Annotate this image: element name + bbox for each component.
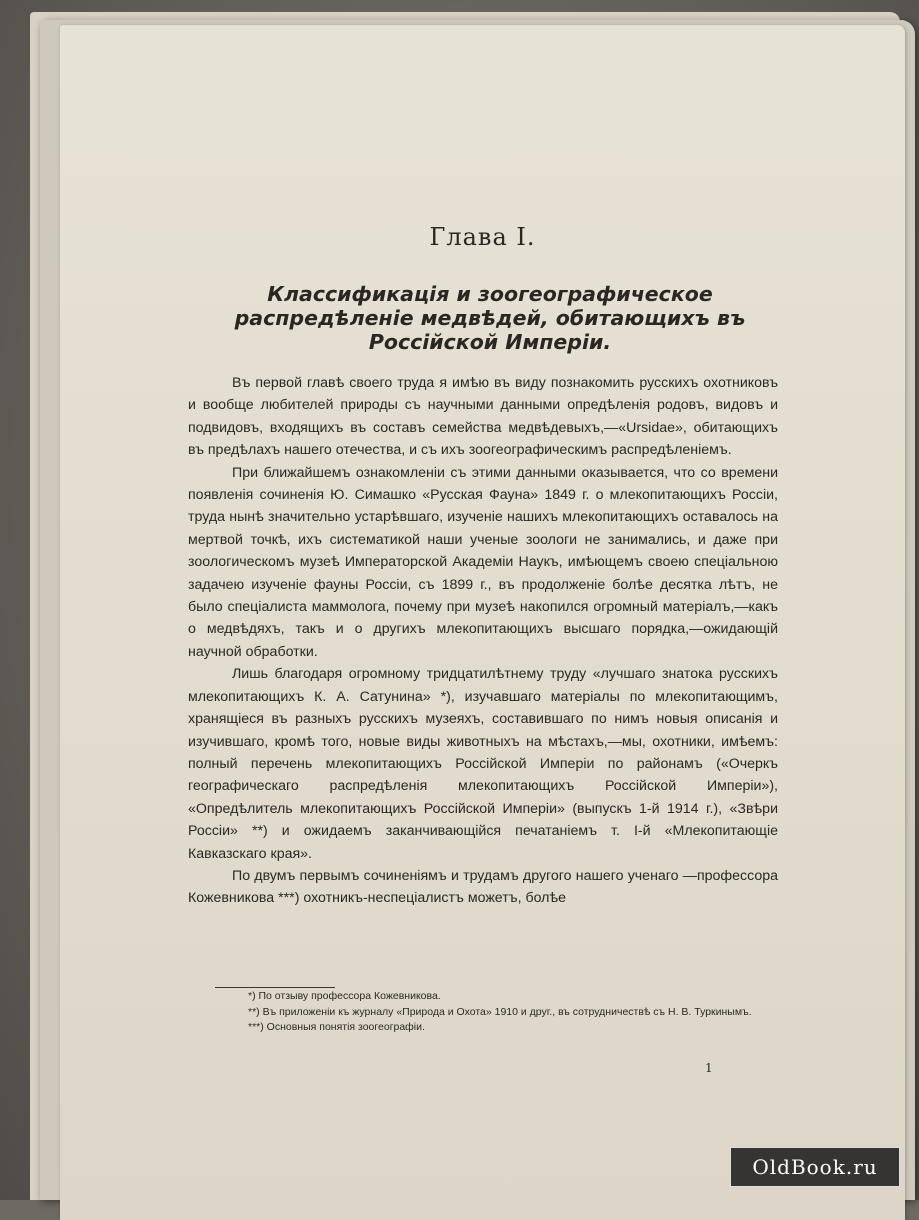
paragraph: Въ первой главѣ своего труда я имѣю въ виду познакомить русскихъ охотниковъ и вообще любителей природы съ научными данными опредѣленія родовъ, видовъ и подвидовъ, входящихъ въ составъ семейства медвѣдевыхъ,—«Ursidae», обитающихъ въ предѣлахъ нашего отечества, и съ ихъ зоогеографическимъ распредѣленіемъ. xyxy=(188,375,778,459)
chapter-title: Глава I. xyxy=(429,223,536,251)
site-watermark: OldBook.ru xyxy=(730,1147,900,1187)
book-page xyxy=(60,25,905,1220)
paragraph: При ближайшемъ ознакомленіи съ этими данными оказывается, что со времени появленія сочиненія Ю. Симашко «Русская Фауна» 1849 г. о млекопитающихъ Россіи, труда нынѣ значительно устарѣвшаго, изученіе нашихъ млекопитающихъ оставалось на мертвой точкѣ, ихъ систематикой наши ученые зоологи не занимались, и даже при зоологическомъ музеѣ Императорской Академіи Наукъ, имѣющемъ своею спеціальною задачею изученіе фауны Россіи, съ 1899 г., въ продолженіе болѣе десятка лѣтъ, не было спеціалиста маммолога, почему при музеѣ накопился огромный матеріалъ,—какъ о медвѣдяхъ, такъ и о другихъ млекопитающихъ высшаго порядка,—ожидающій научной обработки. xyxy=(188,464,778,660)
footnotes xyxy=(200,989,790,1036)
footnote: *) По отзыву профессора Кожевникова. xyxy=(248,990,441,1002)
body-text xyxy=(188,372,778,910)
paragraph: Лишь благодаря огромному тридцатилѣтнему труду «лучшаго знатока русскихъ млекопитающихъ К. А. Сатунина» *), изучавшаго матеріалы по млекопитающимъ, хранящіеся въ разныхъ русскихъ музеяхъ, составившаго по нимъ новыя описанія и изучившаго, кромѣ того, новые виды животныхъ на мѣстахъ,—мы, охотники, имѣемъ: полный перечень млекопитающихъ Россійской Имперіи по районамъ («Очеркъ географическаго распредѣленія млекопитающихъ Россійской Имперіи»), «Опредѣлитель млекопитающихъ Россійской Имперіи» (выпускъ 1-й 1914 г.), «Звѣри Россіи» **) и ожидаемъ заканчивающійся печатаніемъ т. I-й «Млекопитающіе Кавказскаго края». xyxy=(188,666,778,862)
section-title: Классификація и зоогеографическое распредѣленіе медвѣдей, обитающихъ въ Россійской Имперіи. xyxy=(234,282,746,354)
footnote: ***) Основныя понятія зоогеографіи. xyxy=(248,1021,425,1033)
page-number: 1 xyxy=(705,1061,713,1075)
footnote: **) Въ приложеніи къ журналу «Природа и Охота» 1910 и друг., въ сотрудничествѣ съ Н. В. Туркинымъ. xyxy=(248,1005,752,1018)
page-stack xyxy=(40,20,915,1200)
footnote-divider xyxy=(215,987,335,988)
paragraph: По двумъ первымъ сочиненіямъ и трудамъ другого нашего ученаго —профессора Кожевникова ***) охотникъ-неспеціалистъ можетъ, болѣе xyxy=(188,867,778,907)
